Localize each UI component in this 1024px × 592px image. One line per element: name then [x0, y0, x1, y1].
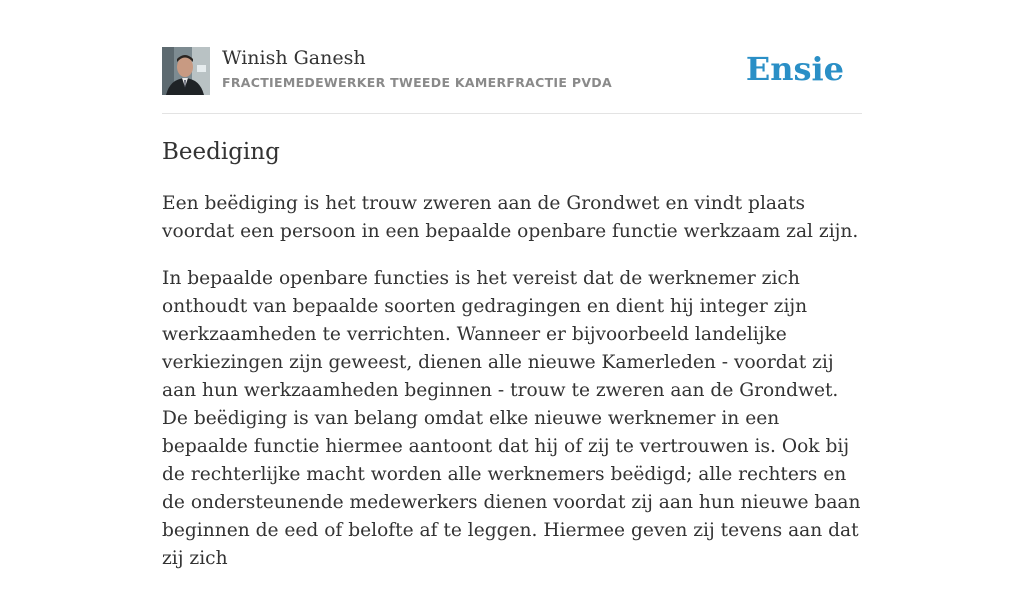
- author-role: FRACTIEMEDEWERKER TWEEDE KAMERFRACTIE PVDA: [222, 75, 612, 90]
- article-paragraph: In bepaalde openbare functies is het vereist dat de werknemer zich onthoudt van bepaalde soorten gedragingen en dient hij integer zijn werkzaamheden te verrichten. Wanneer er bijvoorbeeld landelijke verkiezingen zijn geweest, dienen alle nieuwe Kamerleden - voordat zij aan hun werkzaamheden beginnen - trouw te zweren aan de Grondwet. De beëdiging is van belang omdat elke nieuwe werknemer in een bepaalde functie hiermee aantoont dat hij of zij te vertrouwen is. Ook bij de rechterlijke macht worden alle werknemers beëdigd; alle rechters en de ondersteunende medewerkers dienen voordat zij aan hun nieuwe baan beginnen de eed of belofte af te leggen. Hiermee geven zij tevens aan dat zij zich: [162, 268, 861, 569]
- article-paragraph: Een beëdiging is het trouw zweren aan de Grondwet en vindt plaats voordat een persoon in een bepaalde openbare functie werkzaam zal zijn.: [162, 193, 859, 242]
- author-header: [162, 46, 862, 96]
- article-title: Beediging: [162, 139, 280, 165]
- author-avatar[interactable]: [162, 47, 210, 95]
- article: [162, 136, 862, 592]
- header-divider: [162, 113, 862, 114]
- ensie-logo[interactable]: Ensie: [745, 50, 844, 88]
- person-photo-icon: [162, 47, 210, 95]
- author-name[interactable]: Winish Ganesh: [222, 47, 366, 69]
